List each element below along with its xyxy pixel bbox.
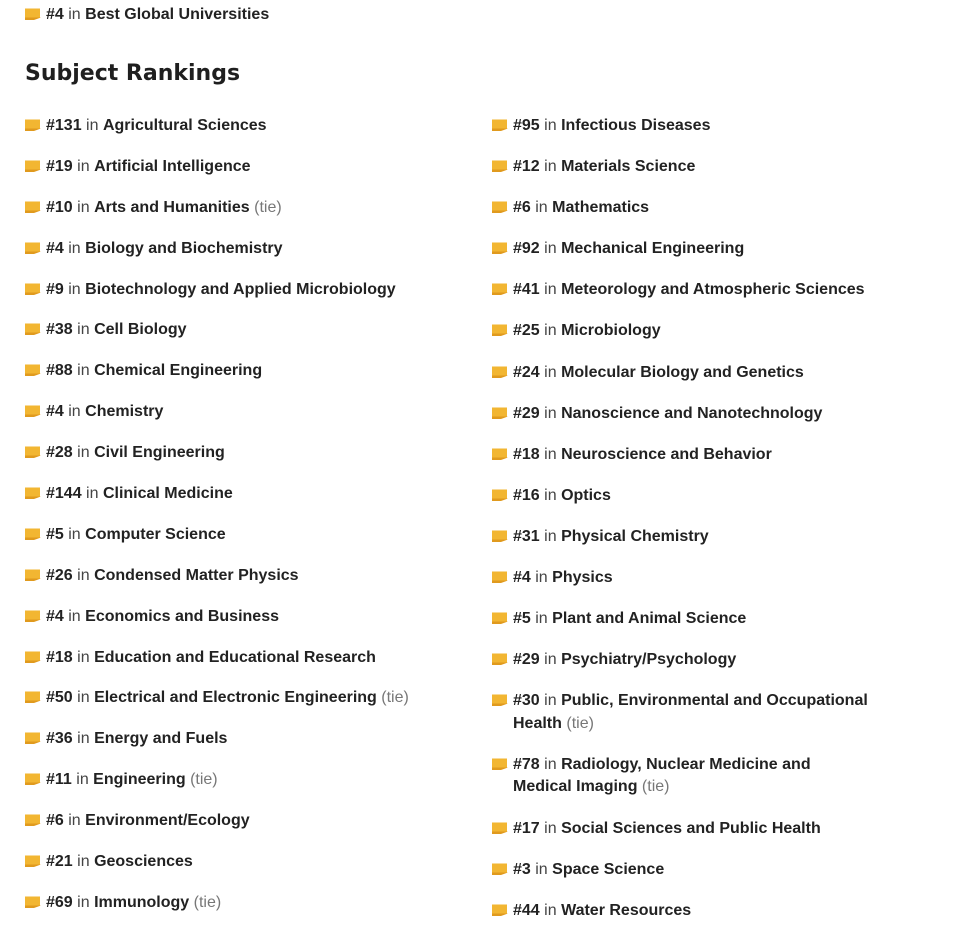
ranking-text	[513, 690, 872, 735]
subject-link[interactable]: Physics	[552, 569, 613, 587]
ranking-text	[46, 483, 475, 506]
rank-number: #4	[46, 403, 64, 421]
in-label: in	[544, 117, 557, 134]
subject-link[interactable]: Environment/Ecology	[85, 812, 250, 830]
ranking-item[interactable]	[25, 524, 475, 547]
ranking-item[interactable]	[25, 442, 475, 465]
badge-icon	[492, 530, 508, 542]
tie-label: (tie)	[254, 198, 282, 216]
in-label: in	[77, 730, 90, 748]
in-label: in	[544, 692, 557, 710]
subject-link[interactable]: Chemical Engineering	[94, 362, 263, 380]
ranking-text	[46, 647, 475, 670]
ranking-text	[46, 360, 475, 383]
ranking-item[interactable]	[492, 444, 872, 467]
badge-icon	[492, 863, 508, 875]
badge-icon	[25, 242, 41, 254]
ranking-text	[46, 156, 475, 179]
subject-link[interactable]: Engineering	[93, 771, 186, 789]
subject-link[interactable]: Immunology	[94, 893, 190, 911]
in-label: in	[68, 280, 81, 298]
badge-icon	[492, 758, 508, 770]
rank-number: #29	[513, 404, 540, 422]
rank-number: #19	[46, 157, 73, 175]
ranking-text	[46, 810, 475, 833]
subject-link[interactable]: Condensed Matter Physics	[94, 566, 299, 584]
rank-number: #26	[46, 566, 73, 584]
ranking-item[interactable]	[492, 485, 872, 508]
ranking-text	[513, 526, 872, 549]
ranking-text	[513, 754, 872, 799]
in-label: in	[68, 812, 81, 830]
ranking-text	[46, 524, 475, 547]
in-label: in	[77, 853, 90, 871]
ranking-item[interactable]	[492, 818, 872, 841]
ranking-item[interactable]	[25, 319, 475, 342]
ranking-text	[513, 156, 872, 179]
ranking-item[interactable]	[25, 687, 475, 710]
in-label: in	[535, 860, 548, 878]
ranking-text	[513, 403, 872, 426]
in-label: in	[68, 525, 81, 543]
subject-link[interactable]: Chemistry	[85, 403, 164, 421]
rank-number: #69	[46, 893, 73, 911]
in-label: in	[77, 157, 90, 175]
ranking-item[interactable]	[492, 320, 872, 343]
badge-icon	[25, 323, 41, 335]
rank-number: #5	[46, 525, 64, 543]
in-label: in	[544, 651, 557, 669]
subject-link[interactable]: Public, Environmental and Occupational Health	[513, 692, 868, 732]
rank-number: #10	[46, 198, 73, 216]
badge-icon	[25, 855, 41, 867]
badge-icon	[25, 487, 41, 499]
ranking-item[interactable]	[492, 362, 872, 385]
subject-link[interactable]: Civil Engineering	[94, 444, 225, 462]
ranking-item[interactable]	[492, 238, 872, 261]
ranking-text	[46, 442, 475, 465]
rank-number: #21	[46, 853, 73, 871]
subject-link[interactable]: Meteorology and Atmospheric Sciences	[561, 281, 865, 299]
ranking-item[interactable]	[492, 403, 872, 426]
ranking-text	[46, 606, 475, 629]
in-label: in	[544, 240, 557, 258]
ranking-text	[513, 900, 872, 923]
rank-number: #17	[513, 819, 540, 837]
in-label: in	[68, 403, 81, 421]
ranking-item[interactable]	[492, 526, 872, 549]
rank-number: #95	[513, 117, 540, 134]
ranking-item[interactable]	[25, 115, 475, 138]
badge-icon	[25, 814, 41, 826]
in-label: in	[77, 689, 90, 707]
ranking-item[interactable]	[25, 197, 475, 220]
badge-icon	[492, 489, 508, 501]
badge-icon	[492, 571, 508, 583]
rank-number: #11	[46, 771, 72, 789]
ranking-item[interactable]	[25, 769, 475, 792]
rank-number: #38	[46, 321, 73, 339]
ranking-item[interactable]	[492, 197, 872, 220]
rank-number: #50	[46, 689, 73, 707]
rank-number: #6	[46, 812, 64, 830]
badge-icon	[492, 242, 508, 254]
badge-icon	[492, 822, 508, 834]
ranking-text	[513, 362, 872, 385]
rank-number: #25	[513, 322, 540, 340]
badge-icon	[25, 610, 41, 622]
ranking-item[interactable]	[25, 606, 475, 629]
rank-number: #5	[513, 610, 531, 628]
rank-number: #41	[513, 281, 540, 299]
ranking-item[interactable]	[25, 851, 475, 874]
subject-link[interactable]: Space Science	[552, 860, 665, 878]
badge-icon	[492, 201, 508, 213]
ranking-item[interactable]	[25, 892, 475, 915]
ranking-text	[46, 565, 475, 588]
ranking-item[interactable]	[25, 279, 475, 302]
in-label: in	[68, 6, 81, 23]
in-label: in	[77, 198, 90, 216]
ranking-text	[513, 818, 872, 841]
rank-number: #36	[46, 730, 73, 748]
ranking-text	[513, 115, 872, 138]
ranking-text	[46, 279, 475, 302]
in-label: in	[544, 281, 557, 299]
subject-link[interactable]: Energy and Fuels	[94, 730, 228, 748]
badge-icon	[25, 528, 41, 540]
badge-icon	[25, 201, 41, 213]
rank-number: #4	[46, 239, 64, 257]
ranking-text	[46, 687, 475, 710]
subject-link[interactable]: Materials Science	[561, 158, 696, 176]
badge-icon	[25, 8, 41, 20]
in-label: in	[544, 527, 557, 545]
ranking-text	[46, 238, 475, 261]
ranking-item[interactable]	[492, 859, 872, 882]
ranking-item[interactable]	[492, 900, 872, 923]
ranking-item[interactable]	[492, 156, 872, 179]
ranking-text	[46, 319, 475, 342]
badge-icon	[25, 119, 41, 131]
rank-number: #24	[513, 363, 540, 381]
subject-link[interactable]: Biology and Biochemistry	[85, 239, 283, 257]
ranking-text	[46, 728, 475, 751]
rank-number: #28	[46, 444, 73, 462]
subject-link[interactable]: Mechanical Engineering	[561, 240, 745, 258]
ranking-text	[46, 892, 475, 915]
in-label: in	[544, 363, 557, 381]
rank-number: #131	[46, 117, 82, 134]
in-label: in	[544, 901, 557, 919]
in-label: in	[76, 771, 89, 789]
ranking-item[interactable]	[25, 483, 475, 506]
badge-icon	[492, 694, 508, 706]
section-title: Subject Rankings	[25, 61, 241, 86]
in-label: in	[544, 322, 557, 340]
in-label: in	[77, 321, 90, 339]
tie-label: (tie)	[190, 771, 218, 789]
ranking-text	[513, 197, 872, 220]
badge-icon	[492, 283, 508, 295]
ranking-text	[513, 444, 872, 467]
ranking-item[interactable]	[492, 608, 872, 631]
badge-icon	[25, 732, 41, 744]
ranking-text	[46, 851, 475, 874]
ranking-text	[513, 859, 872, 882]
subject-link[interactable]: Cell Biology	[94, 321, 187, 339]
badge-icon	[492, 324, 508, 336]
rank-number: #18	[46, 648, 73, 666]
subject-link[interactable]: Mathematics	[552, 199, 650, 217]
ranking-text	[513, 238, 872, 261]
ranking-text	[513, 320, 872, 343]
subject-link[interactable]: Computer Science	[85, 525, 226, 543]
rank-number: #44	[513, 901, 540, 919]
subject-link[interactable]: Economics and Business	[85, 607, 279, 625]
badge-icon	[492, 119, 508, 131]
badge-icon	[492, 448, 508, 460]
tie-label: (tie)	[381, 689, 409, 707]
rank-number: #3	[513, 860, 531, 878]
rank-number: #144	[46, 485, 82, 503]
subject-link[interactable]: Biotechnology and Applied Microbiology	[85, 280, 396, 298]
in-label: in	[535, 199, 548, 217]
tie-label: (tie)	[193, 893, 222, 911]
rankings-column-left	[25, 115, 475, 933]
rank-number: #30	[513, 692, 540, 710]
subject-link[interactable]: Infectious Diseases	[561, 117, 711, 134]
in-label: in	[77, 566, 90, 584]
rank-number: #16	[513, 486, 540, 504]
tie-label: (tie)	[641, 778, 670, 796]
rank-number: #18	[513, 445, 540, 463]
badge-icon	[25, 283, 41, 295]
subject-link[interactable]: Social Sciences and Public Health	[561, 819, 821, 837]
in-label: in	[68, 607, 81, 625]
rank-number: #9	[46, 280, 64, 298]
badge-icon	[25, 569, 41, 581]
badge-icon	[25, 773, 41, 785]
in-label: in	[77, 444, 90, 462]
badge-icon	[25, 405, 41, 417]
subject-link[interactable]: Arts and Humanities	[94, 198, 250, 216]
in-label: in	[544, 445, 557, 463]
tie-label: (tie)	[566, 714, 594, 732]
in-label: in	[544, 819, 557, 837]
in-label: in	[535, 569, 548, 587]
in-label: in	[77, 648, 90, 666]
badge-icon	[492, 407, 508, 419]
subject-link[interactable]: Education and Educational Research	[94, 648, 376, 666]
in-label: in	[544, 158, 557, 176]
ranking-text	[513, 567, 872, 590]
badge-icon	[492, 366, 508, 378]
in-label: in	[77, 893, 90, 911]
in-label: in	[86, 485, 99, 503]
rank-number: #6	[513, 199, 531, 217]
ranking-item[interactable]	[25, 647, 475, 670]
subject-link[interactable]: Neuroscience and Behavior	[561, 445, 772, 463]
badge-icon	[25, 446, 41, 458]
badge-icon	[25, 896, 41, 908]
ranking-text	[513, 608, 872, 631]
ranking-text	[46, 197, 475, 220]
badge-icon	[25, 651, 41, 663]
rank-number: #29	[513, 651, 540, 669]
in-label: in	[544, 486, 557, 504]
ranking-item[interactable]	[25, 565, 475, 588]
in-label: in	[86, 117, 99, 134]
subject-link[interactable]: Plant and Animal Science	[552, 610, 747, 628]
subject-link[interactable]: Physical Chemistry	[561, 527, 709, 545]
rank-number: #4	[46, 607, 64, 625]
rank-number: #88	[46, 362, 73, 380]
badge-icon	[492, 904, 508, 916]
ranking-item[interactable]	[492, 754, 872, 799]
in-label: in	[77, 362, 90, 380]
ranking-text	[513, 279, 872, 302]
rank-number: #4	[46, 6, 64, 23]
subject-link[interactable]: Optics	[561, 486, 611, 504]
subject-link[interactable]: Water Resources	[561, 901, 692, 919]
rank-number: #92	[513, 240, 540, 258]
in-label: in	[544, 404, 557, 422]
ranking-text	[46, 769, 475, 792]
subject-link[interactable]: Microbiology	[561, 322, 661, 340]
ranking-item[interactable]	[25, 156, 475, 179]
ranking-text	[46, 401, 475, 424]
ranking-item[interactable]	[25, 360, 475, 383]
subject-link[interactable]: Artificial Intelligence	[94, 157, 251, 175]
subject-link[interactable]: Agricultural Sciences	[102, 117, 267, 134]
subject-link[interactable]: Geosciences	[94, 853, 193, 871]
ranking-item[interactable]	[25, 728, 475, 751]
rank-number: #31	[513, 527, 540, 545]
badge-icon	[25, 160, 41, 172]
in-label: in	[68, 239, 81, 257]
badge-icon	[25, 691, 41, 703]
subject-link[interactable]: Clinical Medicine	[102, 485, 233, 503]
ranking-item[interactable]	[492, 690, 872, 735]
ranking-text	[513, 485, 872, 508]
in-label: in	[544, 755, 557, 773]
rank-number: #78	[513, 755, 540, 773]
badge-icon	[492, 612, 508, 624]
ranking-item[interactable]	[492, 649, 872, 672]
badge-icon	[492, 160, 508, 172]
subject-link[interactable]: Nanoscience and Nanotechnology	[561, 404, 823, 422]
rank-number: #12	[513, 158, 540, 176]
ranking-item[interactable]	[25, 810, 475, 833]
ranking-item[interactable]	[492, 279, 872, 302]
subject-link[interactable]: Radiology, Nuclear Medicine and Medical Imaging	[513, 755, 811, 796]
rankings-column-right	[492, 115, 872, 941]
ranking-text	[513, 649, 872, 672]
ranking-item[interactable]	[25, 238, 475, 261]
badge-icon	[492, 653, 508, 665]
subject-link[interactable]: Electrical and Electronic Engineering	[94, 689, 377, 707]
ranking-item[interactable]	[492, 115, 872, 138]
top-ranking[interactable]	[25, 4, 269, 26]
ranking-item[interactable]	[25, 401, 475, 424]
badge-icon	[25, 364, 41, 376]
subject-link[interactable]: Psychiatry/Psychology	[561, 651, 737, 669]
ranking-item[interactable]	[492, 567, 872, 590]
subject-link[interactable]: Molecular Biology and Genetics	[561, 363, 804, 381]
rank-number: #4	[513, 569, 531, 587]
ranking-text	[46, 115, 475, 138]
in-label: in	[535, 610, 548, 628]
ranking-title[interactable]: Best Global Universities	[85, 6, 270, 23]
